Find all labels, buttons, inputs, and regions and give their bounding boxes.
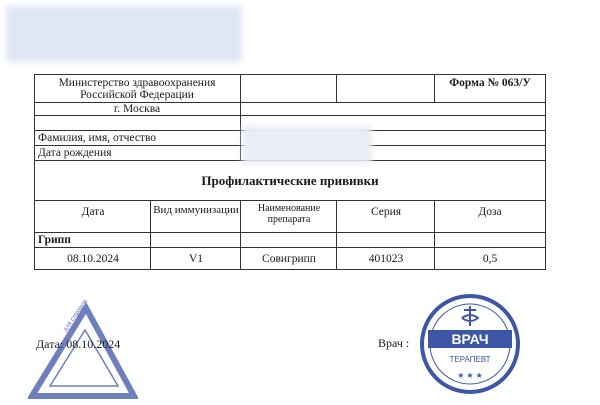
name-label: Фамилия, имя, отчество — [38, 132, 157, 144]
col-header-dose: Доза — [478, 206, 502, 218]
row-type: V1 — [188, 253, 204, 265]
redacted-name — [242, 126, 372, 164]
footer-date: Дата: 08.10.2024 — [36, 337, 121, 351]
triangle-stamp-text: для справок — [60, 296, 90, 334]
federation-line: Российской Федерации — [80, 89, 194, 101]
row-series: 401023 — [368, 253, 404, 265]
dob-label: Дата рождения — [38, 147, 112, 159]
col-header-date: Дата — [81, 206, 105, 218]
row-drug: Совигрипп — [262, 253, 316, 265]
doctor-seal-icon — [418, 292, 522, 396]
group-label: Грипп — [38, 234, 71, 246]
col-header-series: Серия — [370, 206, 402, 218]
svg-text:★ ★ ★: ★ ★ ★ — [457, 371, 483, 380]
redacted-area — [6, 6, 242, 62]
section-title: Профилактические прививки — [201, 173, 379, 188]
row-date: 08.10.2024 — [67, 253, 119, 265]
col-header-drug: Наименование препарата — [257, 203, 321, 225]
city-line: г. Москва — [113, 103, 161, 115]
seal-sub-text: ТЕРАПЕВТ — [449, 355, 491, 364]
ministry-line: Министерство здравоохранения — [58, 77, 216, 89]
row-dose: 0,5 — [482, 253, 498, 265]
form-number: Форма № 063/У — [449, 77, 531, 89]
seal-main-text: ВРАЧ — [451, 331, 489, 347]
col-header-type: Вид иммунизации — [153, 204, 239, 216]
doctor-label: Врач : — [378, 336, 410, 350]
vaccination-form — [34, 74, 546, 270]
